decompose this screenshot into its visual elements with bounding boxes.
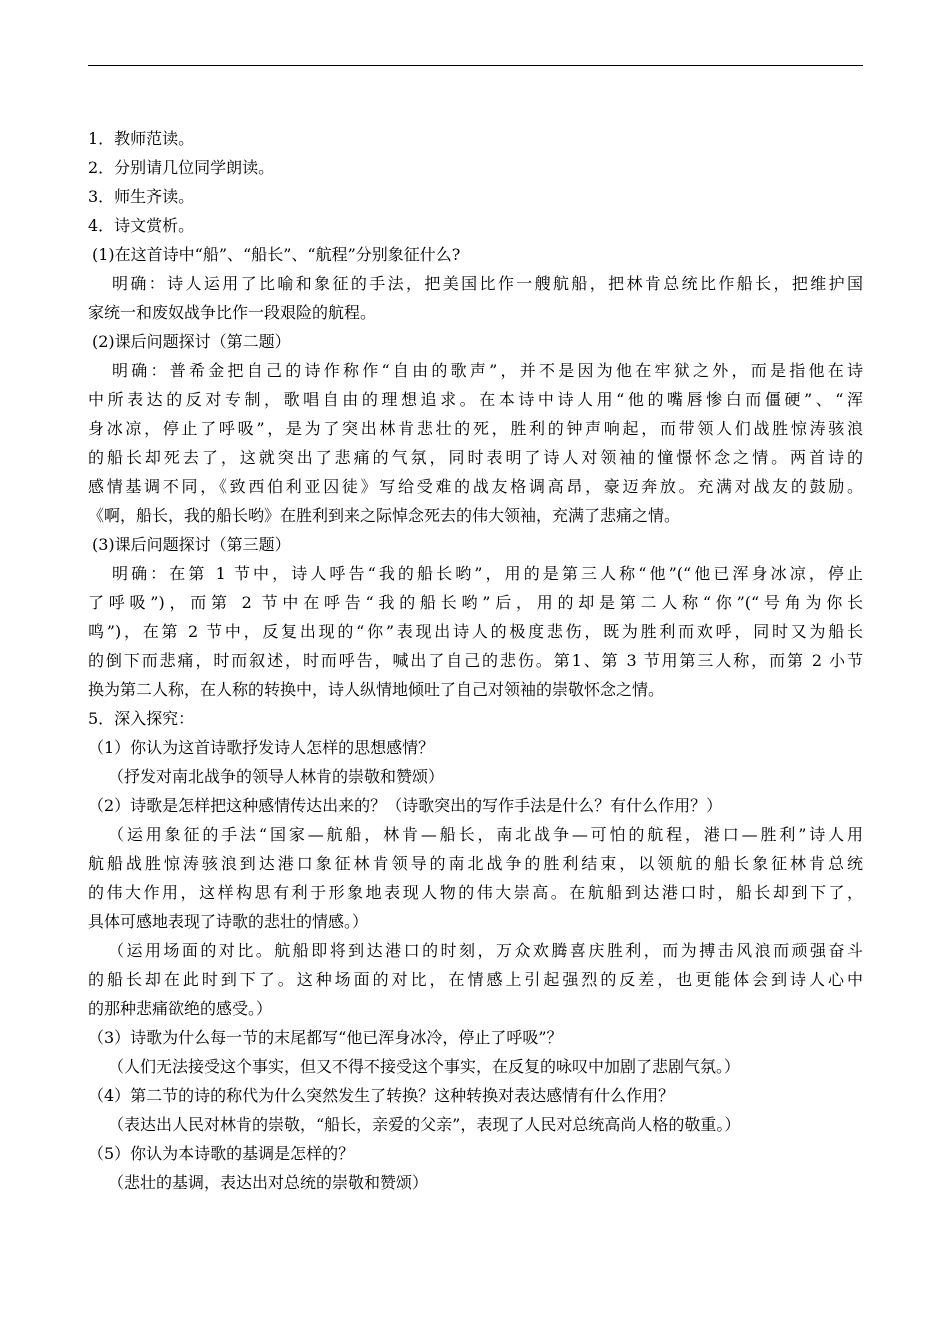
text-line: 换为第二人称，在人称的转换中，诗人纵情地倾吐了自己对领袖的崇敬怀念之情。 bbox=[88, 680, 665, 699]
text-line: 家统一和废奴战争比作一段艰险的航程。 bbox=[88, 303, 377, 322]
text-line: 5．深入探究： bbox=[88, 709, 195, 728]
text-line: 航船战胜惊涛骇浪到达港口象征林肯领导的南北战争的胜利结束，以领航的船长象征林肯总统 bbox=[88, 854, 863, 873]
text-line: 4．诗文赏析。 bbox=[88, 216, 195, 235]
text-line: 的伟大作用，这样构思有利于形象地表现人物的伟大崇高。在航船到达港口时，船长却到下了， bbox=[88, 883, 863, 902]
text-line: 的那种悲痛欲绝的感受。） bbox=[88, 999, 273, 1018]
header-rule bbox=[88, 65, 863, 66]
text-line: 明确：普希金把自己的诗作称作“自由的歌声”，并不是因为他在牢狱之外，而是指他在诗 bbox=[112, 361, 863, 380]
text-line: 明确：诗人运用了比喻和象征的手法，把美国比作一艘航船，把林肯总统比作船长，把维护国 bbox=[112, 274, 863, 293]
text-line: （运用场面的对比。航船即将到达港口的时刻，万众欢腾喜庆胜利，而为搏击风浪而顽强奋斗 bbox=[108, 941, 863, 960]
text-line: 具体可感地表现了诗歌的悲壮的情感。） bbox=[88, 912, 369, 931]
text-line: 的倒下而悲痛，时而叙述，时而呼告，喊出了自己的悲伤。第1、第 3 节用第三人称，而第 2 小节 bbox=[88, 651, 863, 670]
text-line: （4）第二节的诗的称代为什么突然发生了转换？这种转换对表达感情有什么作用？ bbox=[88, 1086, 675, 1105]
text-line: 身冰凉，停止了呼吸”，是为了突出林肯悲壮的死，胜利的钟声响起，而带领人们战胜惊涛骇浪 bbox=[88, 419, 863, 438]
text-line: 的船长却在此时到下了。这种场面的对比，在情感上引起强烈的反差，也更能体会到诗人心中 bbox=[88, 970, 863, 989]
text-line: (1)在这首诗中“船”、“船长”、“航程”分别象征什么? bbox=[92, 245, 461, 264]
text-line: （2）诗歌是怎样把这种感情传达出来的？（诗歌突出的写作手法是什么？有什么作用？） bbox=[88, 796, 723, 815]
text-line: 3．师生齐读。 bbox=[88, 187, 195, 206]
text-line: （抒发对南北战争的领导人林肯的崇敬和赞颂） bbox=[108, 767, 445, 786]
text-line: 2．分别请几位同学朗读。 bbox=[88, 158, 275, 177]
text-line: 明确：在第 1 节中，诗人呼告“我的船长哟”，用的是第三人称“他”(“他已浑身冰凉，停止 bbox=[112, 564, 863, 583]
text-line: （1）你认为这首诗歌抒发诗人怎样的思想感情？ bbox=[88, 738, 435, 757]
text-line: 的船长却死去了，这就突出了悲痛的气氛，同时表明了诗人对领袖的憧憬怀念之情。两首诗的 bbox=[88, 448, 863, 467]
text-line: 中所表达的反对专制，歌唱自由的理想追求。在本诗中诗人用“他的嘴唇惨白而僵硬”、“浑 bbox=[88, 390, 863, 409]
text-line: (2)课后问题探讨（第二题） bbox=[92, 332, 291, 351]
text-line: 1．教师范读。 bbox=[88, 129, 195, 148]
text-line: （5）你认为本诗歌的基调是怎样的？ bbox=[88, 1144, 355, 1163]
text-line: 《啊，船长，我的船长哟》在胜利到来之际悼念死去的伟大领袖，充满了悲痛之情。 bbox=[88, 506, 681, 525]
text-line: （表达出人民对林肯的崇敬，“船长，亲爱的父亲”，表现了人民对总统高尚人格的敬重。） bbox=[108, 1115, 741, 1134]
text-line: 了呼吸”)，而第 2 节中在呼告“我的船长哟”后，用的却是第二人称“你”(“号角为你长 bbox=[88, 593, 863, 612]
text-line: (3)课后问题探讨（第三题） bbox=[92, 535, 291, 554]
text-line: 感情基调不同，《致西伯利亚囚徒》写给受难的战友格调高昂，豪迈奔放。充满对战友的鼓励。 bbox=[88, 477, 863, 496]
text-line: （悲壮的基调，表达出对总统的崇敬和赞颂） bbox=[108, 1173, 429, 1192]
text-line: （3）诗歌为什么每一节的末尾都写“他已浑身冰冷，停止了呼吸”？ bbox=[88, 1028, 563, 1047]
text-line: （运用象征的手法“国家—航船，林肯—船长，南北战争—可怕的航程，港口—胜利”诗人用 bbox=[108, 825, 863, 844]
text-line: （人们无法接受这个事实，但又不得不接受这个事实，在反复的咏叹中加剧了悲剧气氛。） bbox=[108, 1057, 741, 1076]
document-body bbox=[88, 124, 863, 1197]
text-line: 鸣”)，在第 2 节中，反复出现的“你”表现出诗人的极度悲伤，既为胜利而欢呼，同时又为船长 bbox=[88, 622, 863, 641]
